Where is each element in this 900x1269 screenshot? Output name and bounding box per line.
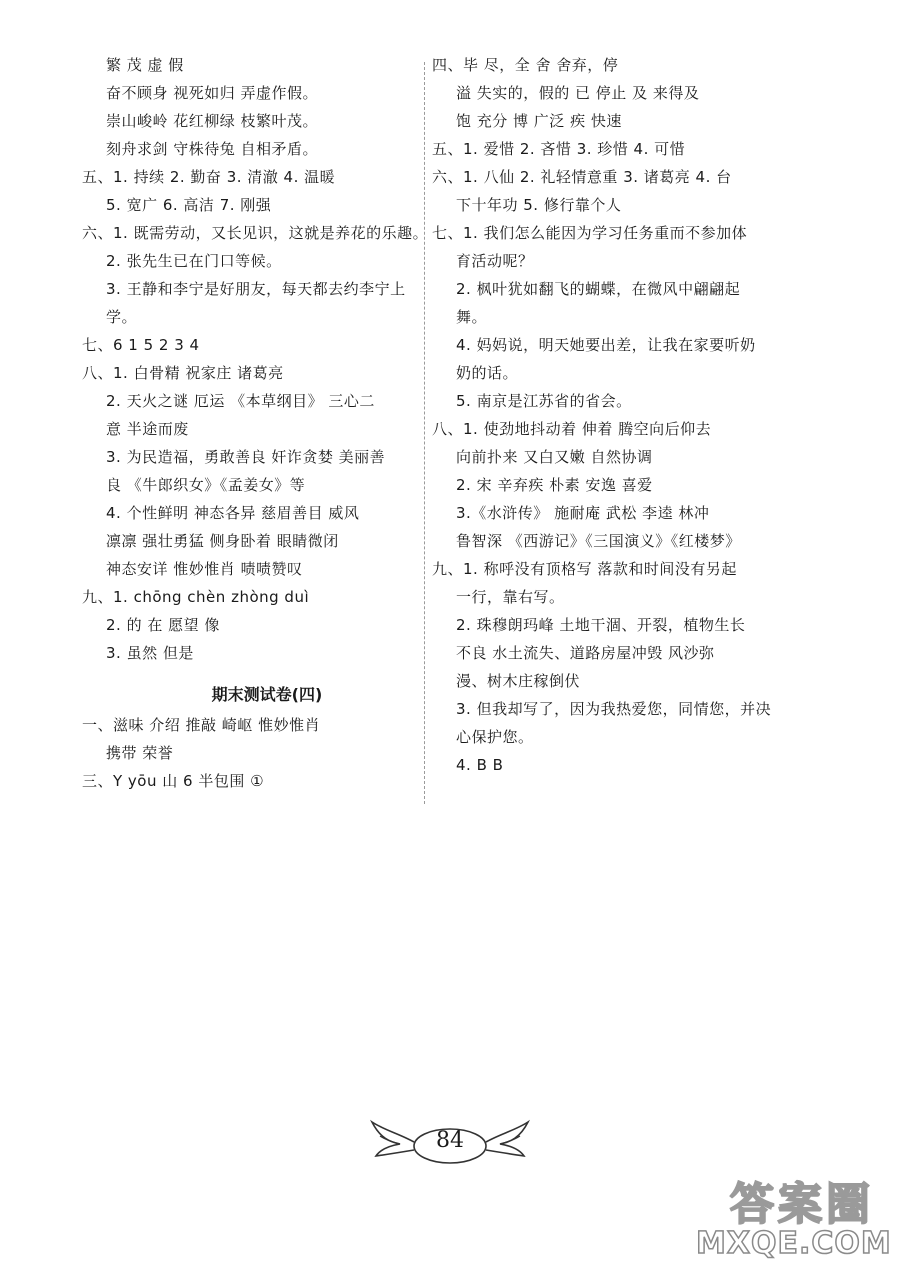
page-footer: [370, 1112, 530, 1174]
answer-line: 2. 珠穆朗玛峰 土地干涸、开裂，植物生长: [456, 616, 746, 634]
answer-line: 繁 茂 虚 假: [106, 56, 184, 74]
answer-line: 2. 张先生已在门口等候。: [106, 252, 282, 270]
answer-line: 5. 宽广 6. 高洁 7. 刚强: [106, 196, 272, 214]
answer-line: 六、1. 八仙 2. 礼轻情意重 3. 诸葛亮 4. 台: [432, 168, 732, 186]
answer-line: 六、1. 既需劳动，又长见识，这就是养花的乐趣。: [82, 224, 429, 242]
answer-line: 一行，靠右写。: [456, 588, 565, 606]
answer-line: 溢 失实的，假的 已 停止 及 来得及: [456, 84, 700, 102]
answer-line: 奋不顾身 视死如归 弄虚作假。: [106, 84, 319, 102]
answer-line: 2. 枫叶犹如翻飞的蝴蝶，在微风中翩翩起: [456, 280, 741, 298]
left-column: [82, 56, 442, 800]
column-divider: [424, 62, 425, 804]
answer-line: 意 半途而废: [106, 420, 189, 438]
answer-line: 七、6 1 5 2 3 4: [82, 336, 200, 354]
answer-line: 3. 虽然 但是: [106, 644, 194, 662]
right-column: [432, 56, 792, 784]
answer-line: 九、1. 称呼没有顶格写 落款和时间没有另起: [432, 560, 737, 578]
answer-line: 3. 为民造福，勇敢善良 奸诈贪婪 美丽善: [106, 448, 386, 466]
answer-line: 凛凛 强壮勇猛 侧身卧着 眼睛微闭: [106, 532, 339, 550]
answer-line: 5. 南京是江苏省的省会。: [456, 392, 632, 410]
answer-line: 育活动呢？: [456, 252, 534, 270]
answer-line: 4. B B: [456, 756, 504, 774]
answer-line: 良 《牛郎织女》《孟姜女》等: [106, 476, 306, 494]
answer-line: 八、1. 白骨精 祝家庄 诸葛亮: [82, 364, 284, 382]
answer-line: 三、Y yōu 山 6 半包围 ①: [82, 772, 265, 790]
answer-line: 不良 水土流失、道路房屋冲毁 风沙弥: [456, 644, 715, 662]
answer-line: 2. 天火之谜 厄运 《本草纲目》 三心二: [106, 392, 375, 410]
answer-line: 2. 的 在 愿望 像: [106, 616, 220, 634]
answer-line: 鲁智深 《西游记》《三国演义》《红楼梦》: [456, 532, 741, 550]
answer-line: 神态安详 惟妙惟肖 啧啧赞叹: [106, 560, 303, 578]
answer-line: 下十年功 5. 修行靠个人: [456, 196, 622, 214]
answer-line: 3. 但我却写了，因为我热爱您，同情您，并决: [456, 700, 772, 718]
answer-line: 3. 王静和李宁是好朋友，每天都去约李宁上: [106, 280, 406, 298]
answer-line: 4. 妈妈说，明天她要出差，让我在家要听奶: [456, 336, 756, 354]
answer-line: 4. 个性鲜明 神态各异 慈眉善目 威风: [106, 504, 360, 522]
answer-line: 饱 充分 博 广泛 疾 快速: [456, 112, 622, 130]
answer-line: 一、滋味 介绍 推敲 崎岖 惟妙惟肖: [82, 716, 321, 734]
answer-line: 五、1. 爱惜 2. 吝惜 3. 珍惜 4. 可惜: [432, 140, 686, 158]
answer-line: 刻舟求剑 守株待兔 自相矛盾。: [106, 140, 319, 158]
answer-line: 向前扑来 又白又嫩 自然协调: [456, 448, 653, 466]
watermark-bottom: MXQE.COM: [696, 1226, 892, 1261]
watermark-top: 答案圈: [730, 1179, 874, 1230]
answer-line: 奶的话。: [456, 364, 519, 382]
answer-line: 携带 荣誉: [106, 744, 174, 762]
answer-line: 七、1. 我们怎么能因为学习任务重而不参加体: [432, 224, 748, 242]
answer-line: 舞。: [456, 308, 488, 326]
answer-line: 漫、树木庄稼倒伏: [456, 672, 581, 690]
answer-line: 九、1. chōng chèn zhòng duì: [82, 588, 310, 606]
answer-line: 3.《水浒传》 施耐庵 武松 李逵 林冲: [456, 504, 710, 522]
page-number: 84: [436, 1128, 464, 1153]
answer-line: 五、1. 持续 2. 勤奋 3. 清澈 4. 温暖: [82, 168, 336, 186]
answer-line: 四、毕 尽，全 舍 舍弃，停: [432, 56, 619, 74]
answer-line: 2. 宋 辛弃疾 朴素 安逸 喜爱: [456, 476, 653, 494]
section-title: 期末测试卷(四): [211, 685, 323, 704]
answer-line: 心保护您。: [456, 728, 534, 746]
answer-line: 八、1. 使劲地抖动着 伸着 腾空向后仰去: [432, 420, 712, 438]
watermark-logo: [686, 1168, 896, 1266]
answer-line: 学。: [106, 308, 138, 326]
answer-line: 崇山峻岭 花红柳绿 枝繁叶茂。: [106, 112, 319, 130]
